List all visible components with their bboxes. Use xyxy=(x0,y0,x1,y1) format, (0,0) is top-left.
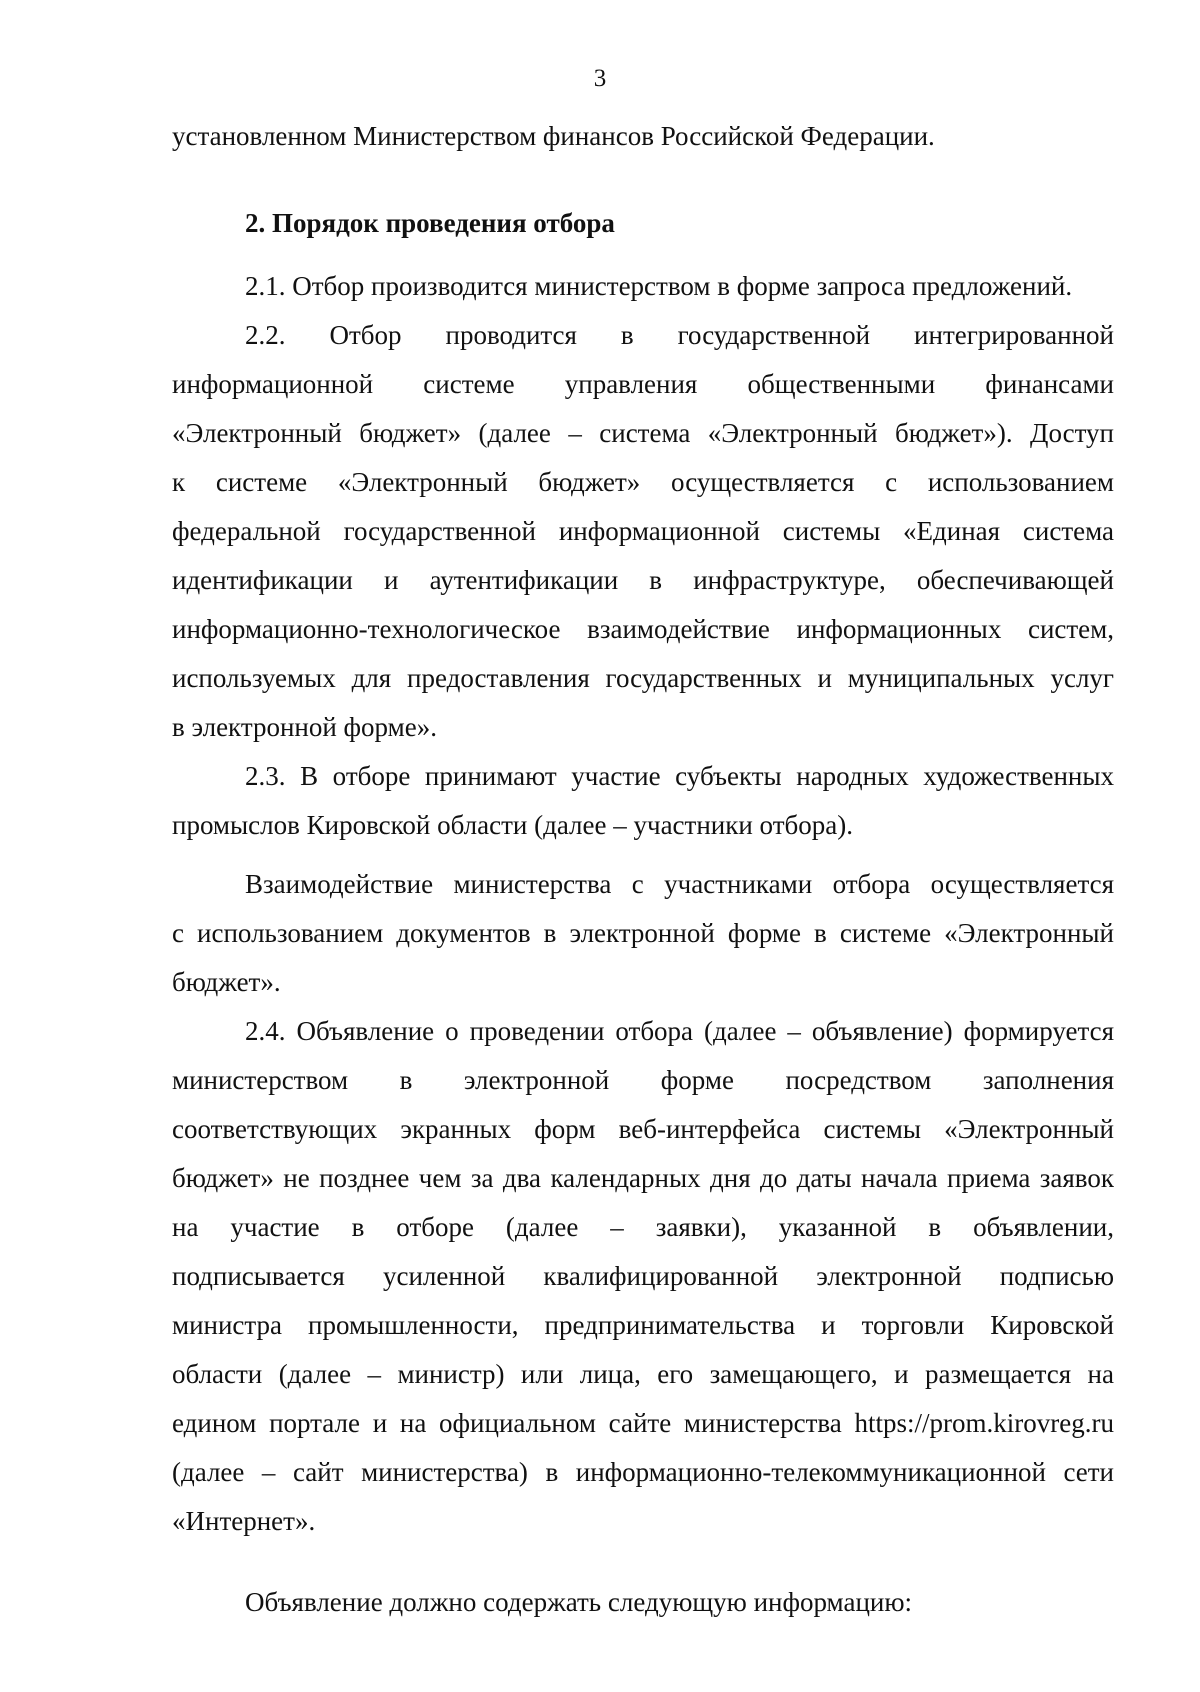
text-block-bottom xyxy=(172,1578,1114,1627)
paragraph-2-2-line: идентификации и аутентификации в инфраструктуре, обеспечивающей xyxy=(172,565,1114,595)
paragraph-2-2-line: к системе «Электронный бюджет» осуществляется с использованием xyxy=(172,467,1114,497)
paragraph-2-3-line: промыслов Кировской области (далее – участники отбора). xyxy=(172,810,853,840)
paragraph-2-4-line: на участие в отборе (далее – заявки), указанной в объявлении, xyxy=(172,1212,1114,1242)
paragraph-2-2-line: федеральной государственной информационной системы «Единая система xyxy=(172,516,1114,546)
spacer xyxy=(172,161,1114,199)
paragraph-2-4-line: 2.4. Объявление о проведении отбора (далее – объявление) формируется xyxy=(245,1016,1114,1046)
continuation-line: установленном Министерством финансов Российской Федерации. xyxy=(172,121,935,151)
paragraph-2-2-line: информационно-технологическое взаимодействие информационных систем, xyxy=(172,614,1114,644)
paragraph-2-4-line: министерством в электронной форме посредством заполнения xyxy=(172,1065,1114,1095)
page-number: 3 xyxy=(593,65,607,92)
paragraph-2-4-line: (далее – сайт министерства) в информационно-телекоммуникационной сети xyxy=(172,1457,1114,1487)
paragraph-interaction-line: Взаимодействие министерства с участниками отбора осуществляется xyxy=(245,869,1114,899)
paragraph-2-4-line: бюджет» не позднее чем за два календарных дня до даты начала приема заявок xyxy=(172,1163,1114,1193)
text-block-middle xyxy=(172,860,1114,1546)
paragraph-2-4-line: едином портале и на официальном сайте министерства https://prom.kirovreg.ru xyxy=(172,1408,1114,1438)
paragraph-2-4-line: соответствующих экранных форм веб-интерфейса системы «Электронный xyxy=(172,1114,1114,1144)
paragraph-interaction-line: с использованием документов в электронной форме в системе «Электронный xyxy=(172,918,1114,948)
paragraph-2-1-line: 2.1. Отбор производится министерством в форме запроса предложений. xyxy=(245,271,1073,301)
paragraph-2-2-line: в электронной форме». xyxy=(172,712,437,742)
section-heading: 2. Порядок проведения отбора xyxy=(245,208,615,238)
paragraph-2-4-line: «Интернет». xyxy=(172,1506,316,1536)
paragraph-2-4-line: министра промышленности, предпринимательства и торговли Кировской xyxy=(172,1310,1114,1340)
paragraph-announcement-line: Объявление должно содержать следующую информацию: xyxy=(245,1587,913,1617)
text-block-top xyxy=(172,112,1114,850)
paragraph-2-2-line: «Электронный бюджет» (далее – система «Электронный бюджет»). Доступ xyxy=(172,418,1114,448)
paragraph-2-3-line: 2.3. В отборе принимают участие субъекты народных художественных xyxy=(245,761,1114,791)
paragraph-2-4-line: области (далее – министр) или лица, его замещающего, и размещается на xyxy=(172,1359,1114,1389)
paragraph-interaction-line: бюджет». xyxy=(172,967,281,997)
paragraph-2-2-line: используемых для предоставления государственных и муниципальных услуг xyxy=(172,663,1114,693)
paragraph-2-4-line: подписывается усиленной квалифицированной электронной подписью xyxy=(172,1261,1114,1291)
paragraph-2-2-line: 2.2. Отбор проводится в государственной интегрированной xyxy=(245,320,1114,350)
paragraph-2-2-line: информационной системе управления общественными финансами xyxy=(172,369,1114,399)
